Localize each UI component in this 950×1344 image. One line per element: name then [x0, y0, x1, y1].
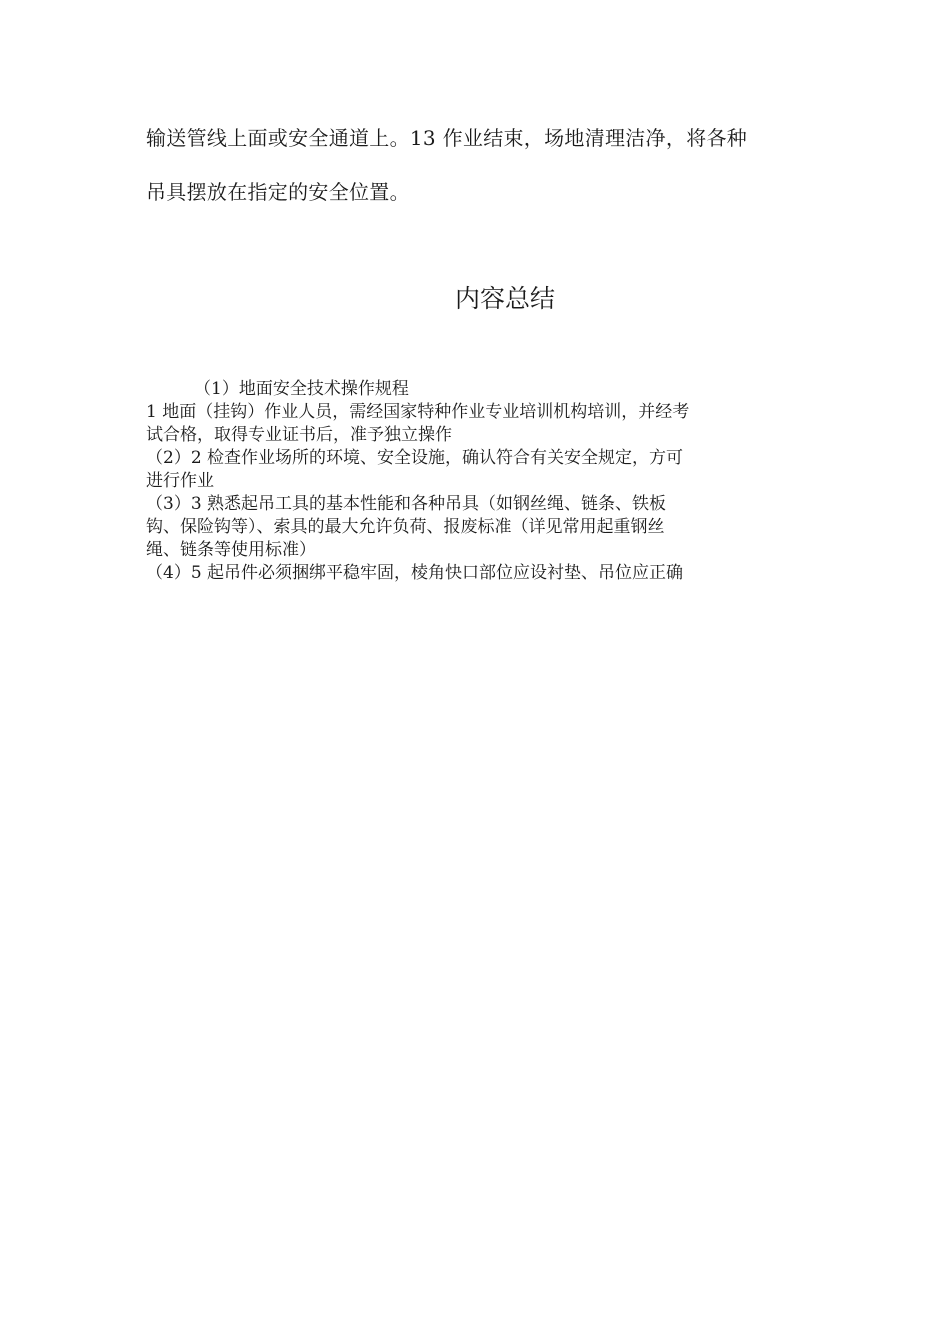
paragraph-line-1: 输送管线上面或安全通道上。13 作业结束，场地清理洁净，将各种	[146, 126, 748, 150]
summary-line: （3）3 熟悉起吊工具的基本性能和各种吊具（如钢丝绳、链条、铁板	[146, 494, 667, 514]
summary-line: （4）5 起吊件必须捆绑平稳牢固，棱角快口部位应设衬垫、吊位应正确	[146, 563, 684, 583]
summary-line: 钩、保险钩等）、索具的最大允许负荷、报废标准（详见常用起重钢丝	[146, 517, 665, 537]
paragraph-line-2: 吊具摆放在指定的安全位置。	[146, 180, 410, 204]
summary-line: 进行作业	[146, 471, 214, 491]
summary-line: 试合格，取得专业证书后，准予独立操作	[146, 425, 452, 445]
summary-block	[146, 378, 806, 585]
summary-line: 1 地面（挂钩）作业人员，需经国家特种作业专业培训机构培训，并经考	[146, 402, 690, 422]
section-title: 内容总结	[454, 284, 555, 313]
summary-line: 绳、链条等使用标准）	[146, 540, 316, 560]
summary-line: （2）2 检查作业场所的环境、安全设施，确认符合有关安全规定，方可	[146, 448, 684, 468]
summary-heading: （1）地面安全技术操作规程	[194, 379, 409, 399]
